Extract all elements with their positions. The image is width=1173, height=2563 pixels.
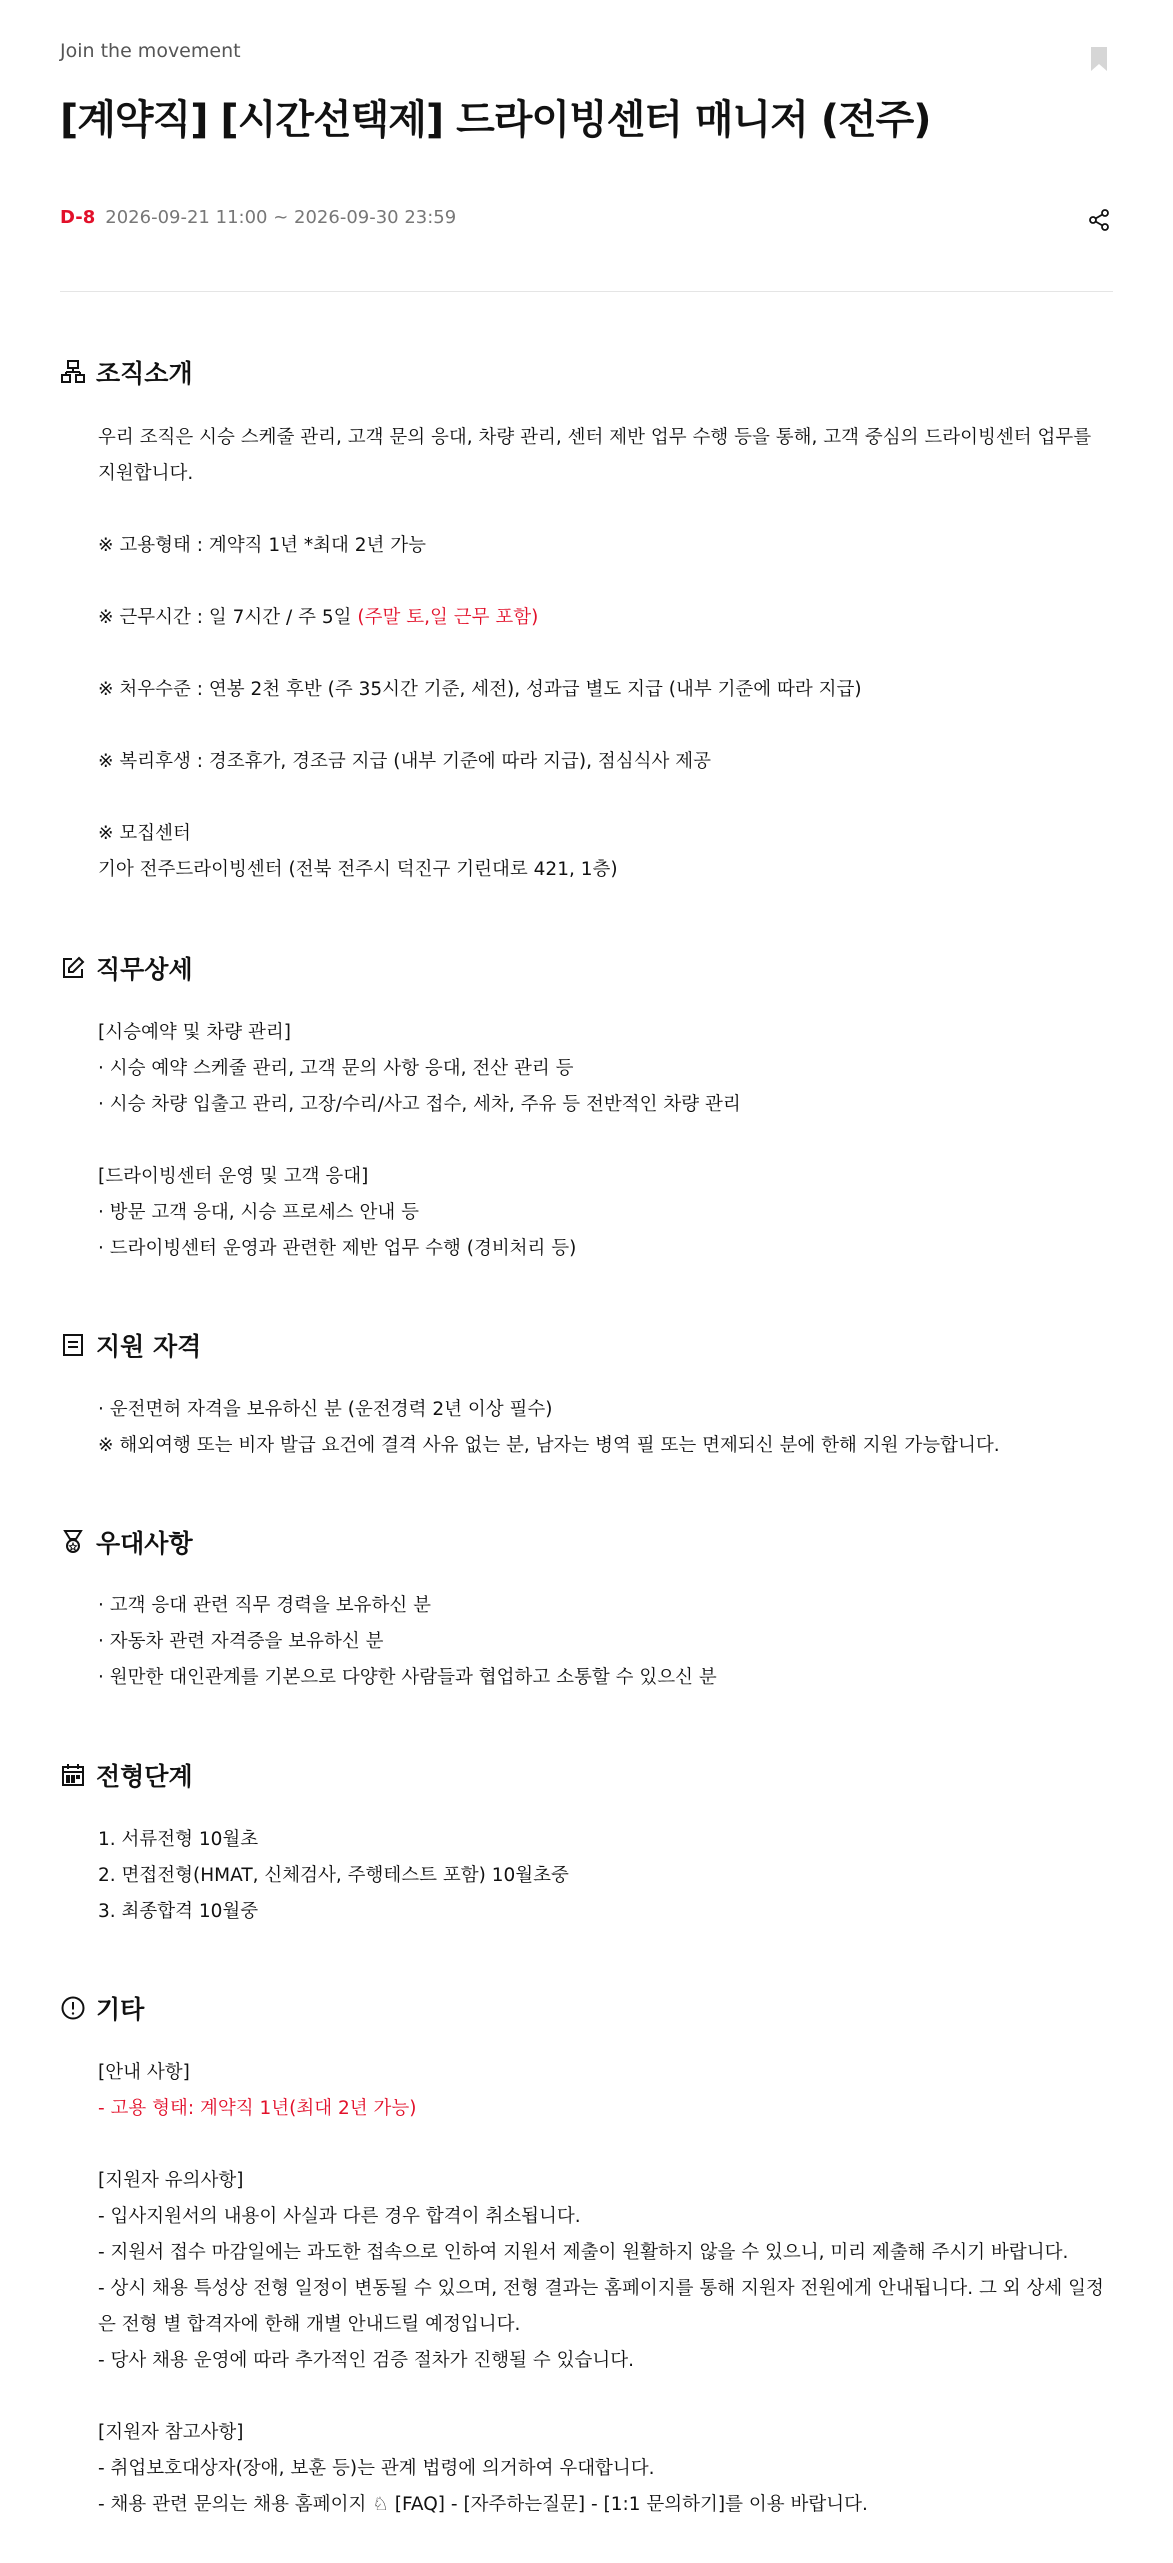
posting-meta — [60, 207, 456, 228]
section-process-title: 전형단계 — [96, 1762, 193, 1791]
section-etc-heading — [60, 1990, 144, 2026]
job-line: [시승예약 및 차량 관리] — [98, 1022, 291, 1043]
pref-line: · 자동차 관련 자격증을 보유하신 분 — [98, 1631, 384, 1652]
etc-caution-item: - 상시 채용 특성상 전형 일정이 변동될 수 있으며, 전형 결과는 홈페이지를 통해 지원자 전원에게 안내됩니다. 그 외 상세 일정은 전형 별 합격자에 한해 개별 안내드릴 예정입니다. — [98, 2278, 1104, 2335]
section-pref-body — [98, 1588, 1113, 1696]
section-process-heading — [60, 1757, 193, 1793]
pref-line: · 원만한 대인관계를 기본으로 다양한 사람들과 협업하고 소통할 수 있으신 분 — [98, 1667, 717, 1688]
posting-period: 2026-09-21 11:00 ~ 2026-09-30 23:59 — [105, 207, 457, 228]
org-hours-text: ※ 근무시간 : 일 7시간 / 주 5일 — [98, 607, 358, 628]
document-icon — [60, 1332, 86, 1358]
medal-icon — [60, 1529, 86, 1555]
job-line: · 방문 고객 응대, 시승 프로세스 안내 등 — [98, 1202, 419, 1223]
bookmark-icon[interactable] — [1090, 46, 1108, 72]
edit-icon — [60, 955, 86, 981]
org-chart-icon — [60, 359, 86, 385]
org-intro: 우리 조직은 시승 스케줄 관리, 고객 문의 응대, 차량 관리, 센터 제반 업무 수행 등을 통해, 고객 중심의 드라이빙센터 업무를 지원합니다. — [98, 427, 1092, 484]
etc-ref-label: [지원자 참고사항] — [98, 2422, 244, 2443]
org-salary: ※ 처우수준 : 연봉 2천 후반 (주 35시간 기준, 세전), 성과급 별도 지급 (내부 기준에 따라 지급) — [98, 679, 862, 700]
section-org-heading — [60, 354, 193, 390]
process-step: 1. 서류전형 10월초 — [98, 1829, 259, 1850]
section-etc-body — [98, 2055, 1113, 2523]
section-org-body — [98, 420, 1113, 888]
process-step: 3. 최종합격 10월중 — [98, 1901, 259, 1922]
org-center-value: 기아 전주드라이빙센터 (전북 전주시 덕진구 기린대로 421, 1층) — [98, 859, 618, 880]
share-icon[interactable] — [1087, 208, 1111, 232]
org-center-label: ※ 모집센터 — [98, 823, 191, 844]
section-pref-title: 우대사항 — [96, 1529, 193, 1558]
org-welfare: ※ 복리후생 : 경조휴가, 경조금 지급 (내부 기준에 따라 지급), 점심식사 제공 — [98, 751, 712, 772]
etc-caution-item: - 지원서 접수 마감일에는 과도한 접속으로 인하여 지원서 제출이 원활하지 않을 수 있으니, 미리 제출해 주시기 바랍니다. — [98, 2242, 1069, 2263]
calendar-icon — [60, 1762, 86, 1788]
etc-notice-employment: - 고용 형태: 계약직 1년(최대 2년 가능) — [98, 2098, 417, 2119]
job-line — [98, 1123, 1113, 1159]
section-qual-body — [98, 1392, 1113, 1464]
brand-kicker: Join the movement — [60, 40, 241, 62]
page-title: [계약직] [시간선택제] 드라이빙센터 매니저 (전주) — [60, 97, 931, 143]
qual-line: · 운전면허 자격을 보유하신 분 (운전경력 2년 이상 필수) — [98, 1399, 553, 1420]
section-job-title: 직무상세 — [96, 955, 193, 984]
org-hours-highlight: (주말 토,일 근무 포함) — [357, 607, 539, 628]
section-qual-heading — [60, 1327, 201, 1363]
job-line: · 시승 예약 스케줄 관리, 고객 문의 사항 응대, 전산 관리 등 — [98, 1058, 574, 1079]
section-job-heading — [60, 950, 193, 986]
job-line: [드라이빙센터 운영 및 고객 응대] — [98, 1166, 369, 1187]
header-divider — [60, 291, 1113, 292]
qual-line: ※ 해외여행 또는 비자 발급 요건에 결격 사유 없는 분, 남자는 병역 필 또는 면제되신 분에 한해 지원 가능합니다. — [98, 1435, 1000, 1456]
job-line: · 드라이빙센터 운영과 관련한 제반 업무 수행 (경비처리 등) — [98, 1238, 577, 1259]
job-line: · 시승 차량 입출고 관리, 고장/수리/사고 접수, 세차, 주유 등 전반적인 차량 관리 — [98, 1094, 741, 1115]
etc-ref-item: - 취업보호대상자(장애, 보훈 등)는 관계 법령에 의거하여 우대합니다. — [98, 2458, 655, 2479]
etc-notice-label: [안내 사항] — [98, 2062, 190, 2083]
info-circle-icon — [60, 1995, 86, 2021]
process-step: 2. 면접전형(HMAT, 신체검사, 주행테스트 포함) 10월초중 — [98, 1865, 569, 1886]
section-job-body — [98, 1015, 1113, 1267]
pref-line: · 고객 응대 관련 직무 경력을 보유하신 분 — [98, 1595, 431, 1616]
dday-badge: D-8 — [60, 207, 96, 228]
org-hours — [98, 600, 1113, 636]
etc-caution-item: - 당사 채용 운영에 따라 추가적인 검증 절차가 진행될 수 있습니다. — [98, 2350, 635, 2371]
etc-caution-label: [지원자 유의사항] — [98, 2170, 244, 2191]
section-qual-title: 지원 자격 — [96, 1332, 202, 1361]
etc-ref-item: - 채용 관련 문의는 채용 홈페이지 ♘ [FAQ] - [자주하는질문] - [1:1 문의하기]를 이용 바랍니다. — [98, 2494, 868, 2515]
section-process-body — [98, 1822, 1113, 1930]
section-etc-title: 기타 — [96, 1995, 145, 2024]
section-pref-heading — [60, 1524, 193, 1560]
etc-caution-item: - 입사지원서의 내용이 사실과 다른 경우 합격이 취소됩니다. — [98, 2206, 581, 2227]
org-employment: ※ 고용형태 : 계약직 1년 *최대 2년 가능 — [98, 535, 427, 556]
section-org-title: 조직소개 — [96, 359, 193, 388]
